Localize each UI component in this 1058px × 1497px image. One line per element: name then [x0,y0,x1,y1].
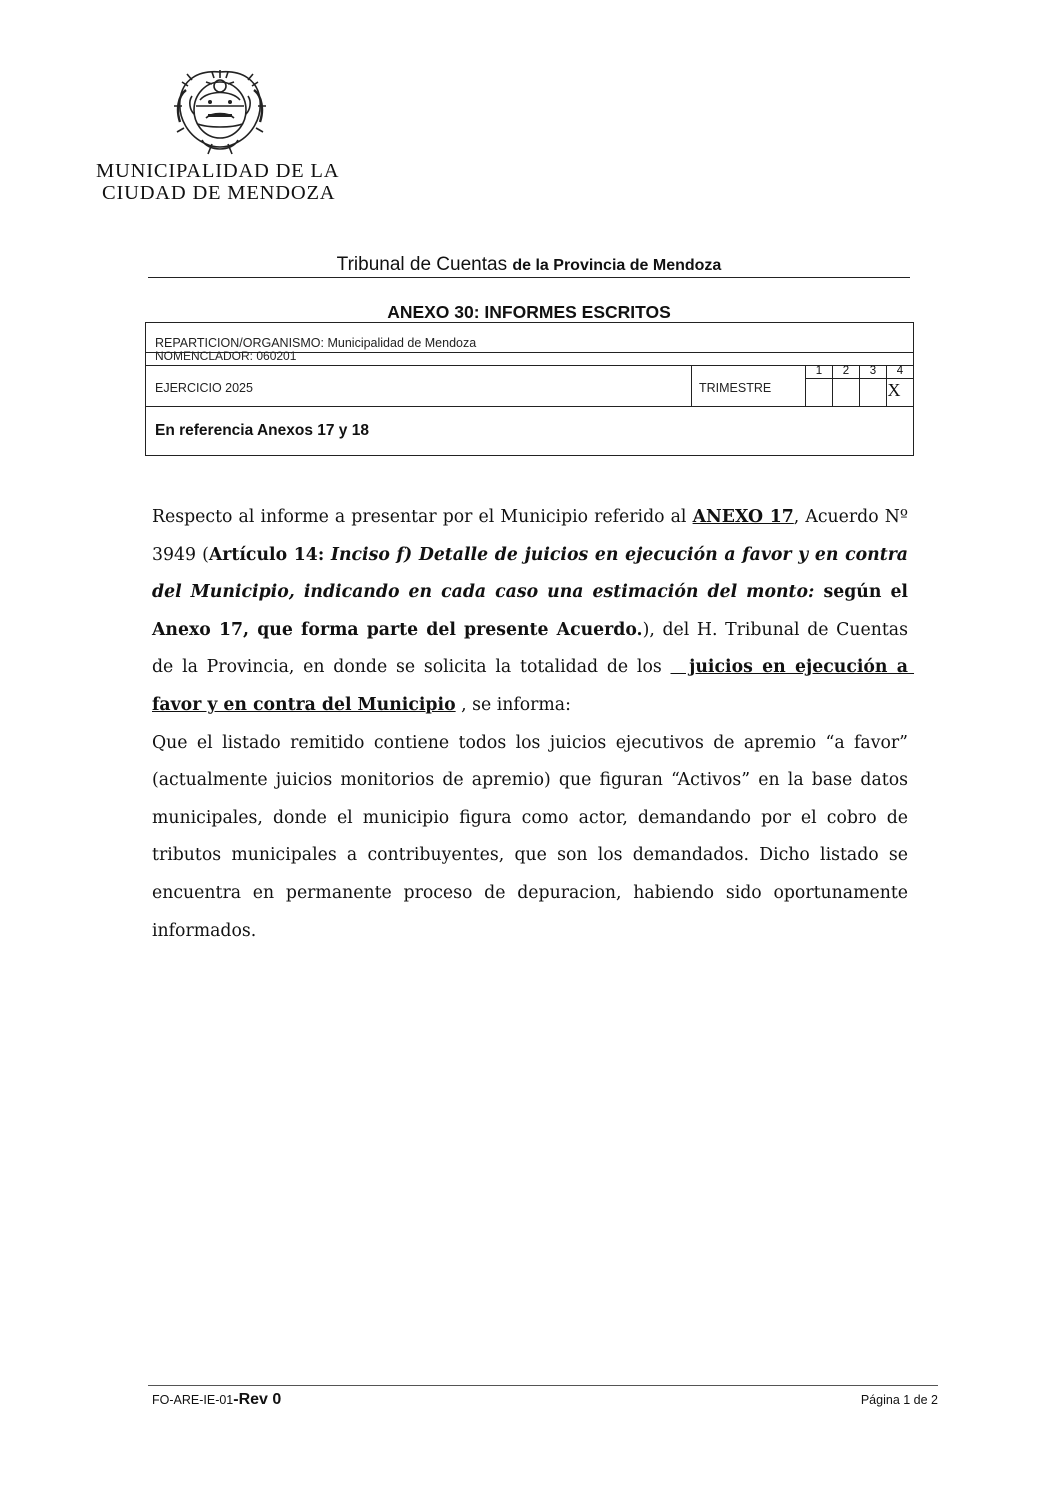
tribunal-heading-rest: de la Provincia de Mendoza [512,257,722,274]
p1-juicios: juicios en ejecución a favor y en contra del Municipio [152,657,915,715]
nomenclador-field: NOMENCLADOR: 060201 [155,349,297,363]
footer-page-number: Página 1 de 2 [860,1393,938,1407]
p1-segun: según el Anexo 17, que forma parte del presente Acuerdo. [152,582,908,640]
footer-divider [148,1385,938,1386]
paragraph-2: Que el listado remitido contiene todos los juicios ejecutivos de apremio “a favor” (actualmente juicios monitorios de apremio) que figuran “Activos” en la base datos municipales, donde el municipio figura como actor, demandando por el cobro de tributos municipales a contribuyentes, que son los demandados. Dicho listado se encuentra en permanente proceso de depuracion, habiendo sido oportunamente informados. [152,732,908,941]
municipality-name [96,160,356,204]
footer-form-code [152,1391,281,1409]
trimestre-option-1: 1 [815,365,823,377]
p1-anexo-17: ANEXO 17 [692,507,794,527]
municipal-seal-logo [168,66,272,158]
footer-rev: -Rev 0 [233,1391,282,1408]
trimestre-option-3: 3 [869,365,877,377]
p1-inciso: Inciso f) Detalle de juicios en ejecución a favor y en contra del Municipio, indicando en cada caso una estimación del monto: [152,544,909,603]
p1-text-c: ), del H. Tribunal de Cuentas de la Provincia, en donde se solicita la totalidad de los [152,619,908,678]
footer-code: FO-ARE-IE-01 [152,1393,234,1407]
tribunal-heading-main: Tribunal de Cuentas [336,254,508,275]
municipality-name-line2: CIUDAD DE MENDOZA [102,182,336,204]
header-divider [148,277,910,278]
reference-text: En referencia Anexos 17 y 18 [155,422,369,439]
p1-text-a: Respecto al informe a presentar por el Municipio referido al [152,507,693,527]
p1-text-b: , Acuerdo Nº 3949 ( [152,507,908,565]
p1-text-d: , se informa: [455,694,571,715]
table-divider [146,365,913,366]
municipality-name-line1: MUNICIPALIDAD DE LA [96,160,340,182]
table-divider [691,365,692,406]
p1-articulo: Artículo 14: [208,544,331,565]
trimestre-option-2: 2 [842,365,850,377]
trimestre-selected-mark: X [887,380,901,400]
trimestre-label: TRIMESTRE [699,381,772,395]
info-table [145,322,914,456]
reparticion-field: REPARTICION/ORGANISMO: Municipalidad de Mendoza [155,336,477,350]
trimestre-option-4: 4 [896,365,904,377]
table-divider [146,406,913,407]
ejercicio-field: EJERCICIO 2025 [155,381,253,395]
paragraph-1 [152,499,915,725]
table-divider [805,378,913,379]
document-body [152,499,915,950]
annex-title: ANEXO 30: INFORMES ESCRITOS [387,302,671,322]
tribunal-heading [148,254,910,276]
